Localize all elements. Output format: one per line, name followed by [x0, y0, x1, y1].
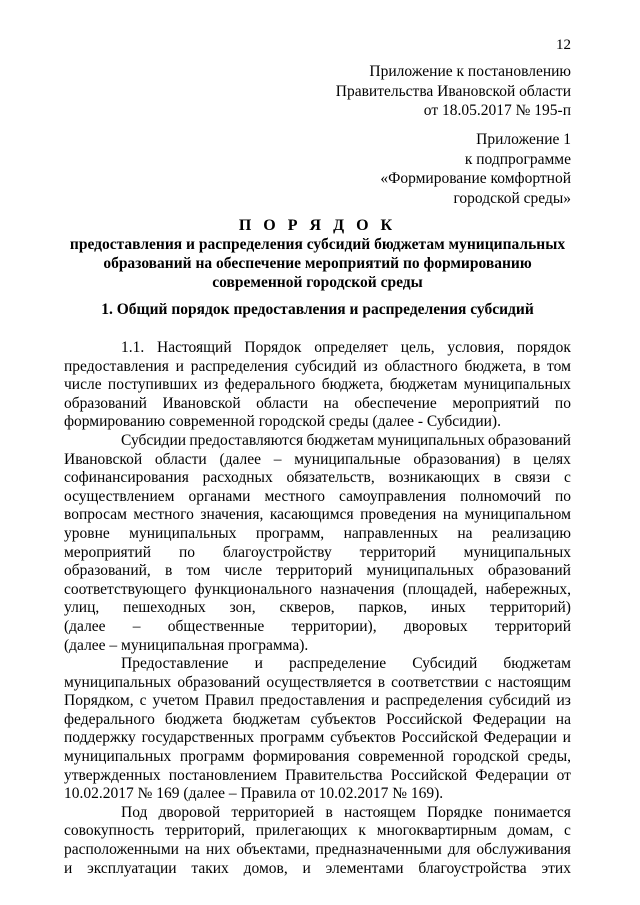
body-word: к [358, 822, 366, 840]
body-line [64, 711, 571, 730]
body-word: 1.1. [121, 339, 145, 356]
body-word: мероприятий [64, 543, 152, 561]
body-word: в [325, 803, 333, 821]
body-line [64, 655, 571, 674]
body-word: современной [358, 748, 444, 766]
title-line: предоставления и распределения субсидий бюджетам муниципальных [69, 236, 566, 253]
body-word: парков, [358, 599, 408, 617]
body-word: субъектов [310, 710, 377, 728]
body-word: набережных, [485, 580, 571, 598]
body-word: соответствующего [64, 580, 187, 598]
body-word: бюджетам [306, 431, 375, 449]
body-word: обеспечение [354, 394, 437, 412]
body-word: предоставляются [189, 431, 304, 449]
body-word: условия, [447, 339, 505, 356]
body-word: настоящем [343, 803, 416, 821]
body-word: осуществляется [266, 673, 372, 691]
appendix-sub-line: городской среды» [453, 189, 571, 207]
body-word: и [175, 357, 184, 375]
body-word: осуществлением [64, 487, 175, 505]
body-word: совокупность [64, 822, 155, 840]
body-word: предоставления [64, 357, 169, 375]
body-line [64, 562, 571, 581]
body-word: утвержденных [64, 766, 161, 784]
body-word: Российской [386, 710, 463, 728]
body-line [64, 339, 571, 358]
section-heading: 1. Общий порядок предоставления и распределения субсидий [101, 301, 534, 318]
body-word: бюджетам [232, 710, 301, 728]
body-word: улиц, [64, 599, 100, 617]
body-word: органами [188, 487, 251, 505]
body-word: Предоставление [121, 655, 229, 673]
body-word: местного [133, 506, 194, 524]
appendix-sub-line: «Формирование комфортной [380, 170, 571, 187]
body-word: поступивших [107, 376, 198, 394]
body-word: с [564, 822, 571, 840]
body-word: том [186, 562, 211, 580]
body-word: учетом [152, 692, 199, 710]
body-word: бюджета [164, 710, 223, 728]
body-word: (далее [64, 617, 106, 635]
body-word: благоустройства [418, 859, 527, 877]
body-word: цель, [400, 339, 435, 356]
body-word: муниципальных [64, 748, 172, 766]
body-word: местного [264, 487, 325, 505]
body-word: с [139, 692, 147, 710]
body-word: области [256, 394, 308, 412]
body-line [64, 692, 571, 711]
body-line [64, 822, 571, 841]
body-word: субъектов [330, 729, 396, 747]
body-word: реализацию [491, 524, 571, 542]
body-word: территорий) [489, 599, 571, 617]
body-word: самоуправления [339, 487, 447, 505]
body-word: этих [541, 859, 571, 877]
body-word: иных [431, 599, 466, 617]
body-line [64, 451, 571, 470]
body-line [64, 581, 571, 600]
body-line [64, 376, 571, 395]
body-word: Порядке [426, 803, 483, 821]
body-word: дворовой [158, 803, 221, 821]
body-word: целях [533, 450, 571, 468]
body-word: территорий [276, 562, 353, 580]
body-word: бюджетам [389, 376, 458, 394]
body-word: Субсидий [412, 655, 478, 673]
body-word: территорий [494, 617, 571, 635]
body-word: назначения [320, 580, 395, 598]
body-word: элементами [325, 859, 404, 877]
body-word: Субсидии [121, 431, 187, 449]
body-word: расходных [202, 469, 273, 487]
body-word: образования) [413, 450, 501, 468]
body-line [64, 785, 571, 804]
body-word: муниципальных [463, 543, 571, 561]
body-word: в [513, 450, 521, 468]
body-word: с [484, 673, 492, 691]
body-word: и [562, 729, 571, 747]
body-word: областного [384, 357, 458, 375]
document-title [64, 216, 571, 292]
appendix-sub [380, 130, 571, 208]
body-word: федерального [64, 710, 155, 728]
body-word: в [532, 357, 541, 375]
body-word: территорией [231, 803, 315, 821]
body-word: порядок [516, 339, 571, 356]
body-line [64, 544, 571, 563]
body-word: муниципальные [294, 450, 401, 468]
body-line [64, 841, 571, 860]
body-word: проведения [360, 506, 437, 524]
body-word: возникающих [388, 469, 480, 487]
body-word: настоящим [497, 673, 571, 691]
body-word: дворовых [403, 617, 468, 635]
body-line [64, 748, 571, 767]
body-word: образований [177, 673, 261, 691]
body-word: Ивановской [162, 394, 241, 412]
body-word: территорий, [164, 822, 245, 840]
body-word: Федерации [483, 729, 557, 747]
body-word: муниципальных [463, 376, 571, 394]
body-text [64, 339, 571, 878]
body-line [64, 599, 571, 618]
body-word: – [273, 450, 282, 468]
body-word: муниципальных [366, 562, 474, 580]
body-word: федерального [224, 376, 316, 394]
body-word: по [554, 487, 571, 505]
body-word: программ, [255, 524, 325, 542]
body-word: по [554, 394, 571, 412]
body-word: субсидий [488, 692, 551, 710]
body-line [64, 413, 571, 432]
body-word: зон, [229, 599, 256, 617]
body-word: программ [259, 729, 325, 747]
body-word: территории), [291, 617, 377, 635]
body-line [64, 395, 571, 414]
body-word: из [556, 692, 571, 710]
body-word: Настоящий [157, 339, 232, 356]
body-word: образований, [64, 562, 151, 580]
title-line: образований на обеспечение мероприятий по формированию [103, 255, 532, 272]
body-line [64, 506, 571, 525]
body-word: муниципальных [64, 673, 172, 691]
body-word: Под [121, 803, 148, 821]
body-word: Порядок [244, 339, 302, 356]
body-word: муниципальных [129, 524, 237, 542]
body-line [64, 358, 571, 377]
body-word: из [203, 376, 219, 394]
body-word: и [302, 859, 311, 877]
body-word: образований [488, 562, 571, 580]
body-word: и [254, 655, 263, 673]
body-word: том [547, 357, 571, 375]
body-word: объектами, [236, 841, 310, 859]
body-word: среды, [527, 748, 571, 766]
body-word: числе [64, 376, 102, 394]
body-line [64, 804, 571, 823]
body-word: Федерации [472, 710, 546, 728]
body-word: в [493, 469, 501, 487]
body-word: формирования [252, 748, 350, 766]
body-word: – [132, 617, 141, 635]
body-word: муниципальном [464, 506, 571, 524]
body-word: образований [488, 431, 571, 449]
appendix-main-line: от 18.05.2017 № 195-п [423, 102, 571, 119]
body-word: значения, [200, 506, 264, 524]
body-word: пешеходных [123, 599, 206, 617]
body-line [64, 432, 571, 451]
body-word: общественные [167, 617, 265, 635]
body-word: расположенными [64, 841, 179, 859]
body-word: распределения [385, 692, 483, 710]
body-word: них [206, 841, 231, 859]
body-line [64, 674, 571, 693]
body-line [64, 525, 571, 544]
body-word: предназначенными [315, 841, 442, 859]
body-word: уровне [64, 524, 110, 542]
body-word: софинансирования [64, 469, 189, 487]
body-word: бюджетам [503, 655, 571, 673]
body-word: мероприятий [452, 394, 540, 412]
body-word: в [377, 673, 386, 691]
title-line: современной городской среды [212, 274, 423, 291]
body-word: от [556, 766, 571, 784]
body-word: бюджета, [321, 376, 384, 394]
appendix-sub-line: Приложение 1 [476, 131, 571, 148]
title-heading: П О Р Я Д О К [238, 217, 397, 234]
body-word: в [164, 562, 173, 580]
body-word: Порядком, [64, 692, 134, 710]
body-line [64, 488, 571, 507]
body-word: Федерации [475, 766, 549, 784]
body-word: (площадей, [402, 580, 478, 598]
body-word: домов, [243, 859, 288, 877]
body-word: (далее [219, 450, 261, 468]
body-word: с [564, 469, 571, 487]
body-word: связи [514, 469, 551, 487]
body-word: на [184, 841, 201, 859]
body-word: Ивановской [64, 450, 143, 468]
body-word: домам, [507, 822, 554, 840]
body-word: (далее – муниципальная программа). [64, 636, 309, 654]
appendix-sub-line: к подпрограмме [464, 150, 571, 168]
body-word: определяет [314, 339, 388, 356]
body-word: предоставления [260, 692, 365, 710]
body-line [64, 618, 571, 637]
body-word: по [178, 543, 195, 561]
body-word: на [442, 506, 458, 524]
body-word: функционального [194, 580, 312, 598]
body-word: городской [452, 748, 519, 766]
body-line [64, 729, 571, 748]
page-number: 12 [556, 37, 571, 53]
body-word: полномочий [460, 487, 541, 505]
body-word: из [363, 357, 378, 375]
body-word: таких [191, 859, 229, 877]
body-word: обязательств, [286, 469, 375, 487]
body-word: на [457, 524, 473, 542]
body-word: государственных [141, 729, 255, 747]
body-word: территорий [359, 543, 436, 561]
body-word: вопросам [64, 506, 127, 524]
body-line [64, 767, 571, 786]
body-word: бюджета, [464, 357, 527, 375]
body-word: эксплуатации [87, 859, 177, 877]
body-word: на [323, 394, 339, 412]
body-word: Правил [204, 692, 255, 710]
body-word: понимается [493, 803, 571, 821]
body-word: многоквартирным [376, 822, 497, 840]
body-word: числе [224, 562, 263, 580]
body-word: поддержку [64, 729, 136, 747]
body-word: субсидий [294, 357, 357, 375]
appendix-main [336, 62, 571, 121]
body-word: формированию современной городской среды (далее - Субсидии). [64, 413, 501, 431]
body-word: Российской [401, 729, 478, 747]
body-word: образований [64, 394, 147, 412]
body-line [64, 637, 571, 656]
body-word: соответствии [391, 673, 479, 691]
body-word: постановлением [168, 766, 277, 784]
body-word: 10.02.2017 № 169 (далее – Правила от 10.02.2017 № 169). [64, 785, 444, 803]
appendix-main-line: Правительства Ивановской области [335, 82, 571, 100]
body-word: Правительства [285, 766, 383, 784]
body-word: скверов, [279, 599, 335, 617]
body-word: распределение [289, 655, 387, 673]
body-word: распределения [190, 357, 289, 375]
body-word: Российской [390, 766, 468, 784]
body-word: для [447, 841, 471, 859]
body-word: на [555, 710, 571, 728]
body-word: муниципальных [377, 431, 485, 449]
body-word: благоустройству [222, 543, 332, 561]
appendix-main-line: Приложение к постановлению [369, 63, 571, 80]
body-word: обслуживания [476, 841, 571, 859]
body-word: программ [179, 748, 245, 766]
body-word: прилегающих [255, 822, 348, 840]
body-word: и [371, 692, 380, 710]
body-word: и [64, 859, 73, 877]
body-word: области [154, 450, 207, 468]
body-word: касающимся [269, 506, 354, 524]
body-word: направленных [343, 524, 438, 542]
body-line [64, 469, 571, 488]
body-line [64, 860, 571, 879]
